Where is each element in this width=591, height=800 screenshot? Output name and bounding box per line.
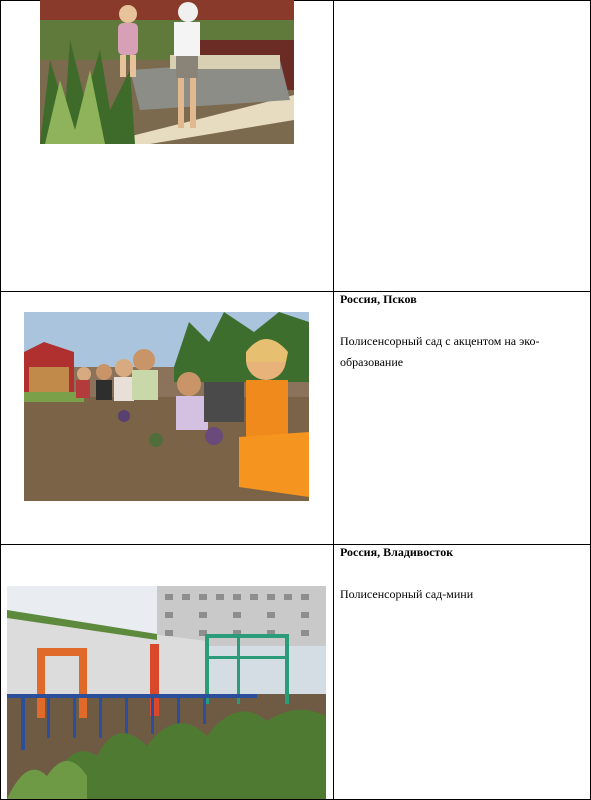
table-column-divider: [333, 0, 334, 800]
city-label: Россия, Владивосток: [340, 545, 454, 559]
garden-description: Полисенсорный сад с акцентом на эко-образование: [340, 334, 540, 369]
row-2-text: [340, 289, 580, 373]
children-garden-path-photo: [40, 0, 294, 144]
children-planting-photo: [24, 312, 309, 501]
row-3-text: [340, 542, 580, 605]
garden-description: Полисенсорный сад-мини: [340, 587, 474, 601]
city-label: Россия, Псков: [340, 292, 417, 306]
playground-garden-photo: [7, 586, 326, 799]
table-border-left: [0, 0, 1, 800]
